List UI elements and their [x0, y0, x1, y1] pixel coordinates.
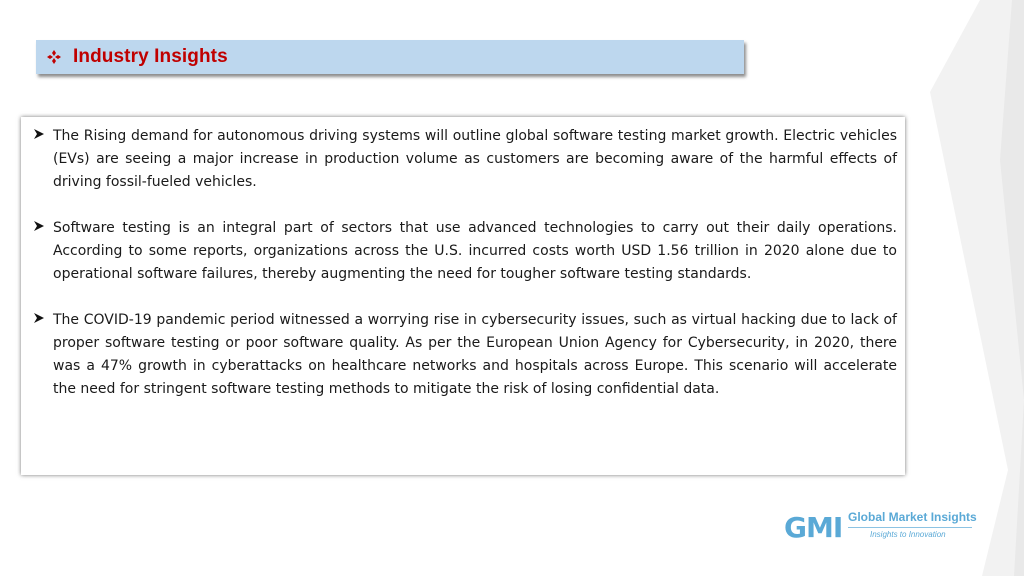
bullet-item [33, 309, 897, 401]
bullet-text: Software testing is an integral part of sectors that use advanced technologies to carry out their daily operations. According to some reports, organizations across the U.S. incurred costs worth USD 1.56 trillion in 2020 alone due to operational software failures, thereby augmenting the need for tougher software testing standards. [53, 220, 897, 282]
content-box [21, 117, 905, 475]
bullet-text: The COVID-19 pandemic period witnessed a worrying rise in cybersecurity issues, such as virtual hacking due to lack of proper software testing or poor software quality. As per the European Union Agency for Cybersecurity, in 2020, there was a 47% growth in cyberattacks on healthcare networks and hospitals across Europe. This scenario will accelerate the need for stringent software testing methods to mitigate the risk of losing confidential data. [53, 312, 897, 397]
bullet-item [33, 217, 897, 286]
arrow-bullet-icon [33, 125, 53, 194]
arrow-bullet-icon [33, 217, 53, 286]
section-title: Industry Insights [73, 46, 228, 67]
arrow-bullet-icon [33, 309, 53, 401]
bullet-item [33, 125, 897, 194]
section-title-bar [36, 40, 744, 74]
logo-tagline: Insights to Innovation [870, 530, 946, 539]
svg-text:GMI: GMI [784, 511, 843, 542]
bullet-list [33, 125, 897, 401]
diamond-bullet-icon [47, 50, 61, 64]
bullet-text: The Rising demand for autonomous driving systems will outline global software testing market growth. Electric vehicles (EVs) are seeing a major increase in production volume as customers are becoming aware of the harmful effects of driving fossil-fueled vehicles. [53, 128, 897, 190]
logo-divider [848, 527, 972, 528]
gmi-logo [784, 508, 984, 548]
logo-company-name: Global Market Insights [848, 510, 977, 524]
gmi-logo-mark [784, 510, 844, 542]
